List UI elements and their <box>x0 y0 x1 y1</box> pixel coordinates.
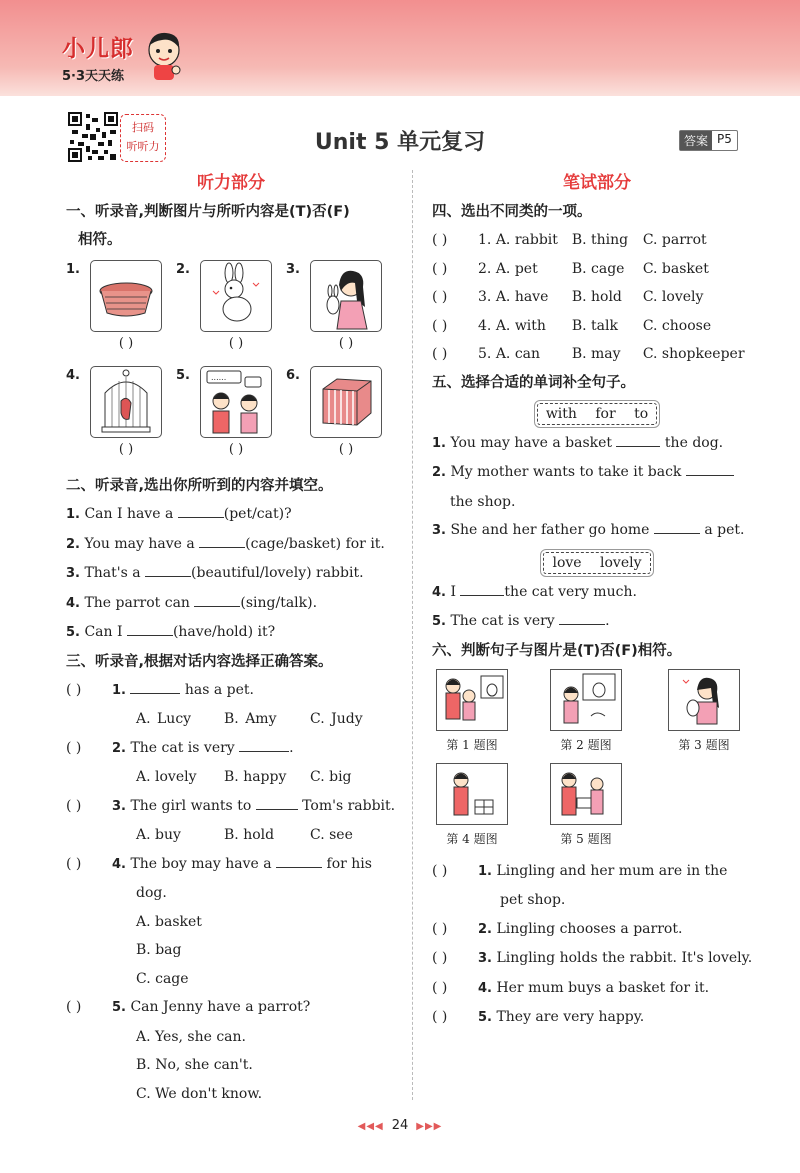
q2-num-4: 4. <box>66 595 80 611</box>
q4-2-option-b: B. cage <box>571 260 625 277</box>
q5-blank-2[interactable] <box>686 462 734 476</box>
q1-answer-paren-2[interactable]: ( ) <box>228 336 244 351</box>
q1-label-1: 1. <box>66 262 80 277</box>
page-footer <box>0 1118 800 1133</box>
q3-answer-paren-3[interactable]: ( ) <box>66 797 82 814</box>
birdcage-icon <box>91 367 161 437</box>
q3-item-5 <box>66 993 396 1023</box>
logo-title: 小儿郎 <box>62 36 134 62</box>
q1-answer-paren-5[interactable]: ( ) <box>228 442 244 457</box>
q4-1-option-b: B. thing <box>571 232 629 248</box>
listen-label: 听听力 <box>126 140 160 153</box>
q2-blank-2[interactable] <box>199 534 245 548</box>
q1-title: 一、听录音,判断图片与所听内容是(T)否(F) <box>66 204 350 220</box>
answer-badge <box>679 130 738 151</box>
listening-section-title: 听力部分 <box>197 173 265 193</box>
q5-num-2: 2. <box>432 465 446 480</box>
q3-blank-1[interactable] <box>130 680 180 694</box>
q4-1-option-c: C. parrot <box>642 232 707 248</box>
q3-num-4: 4. <box>112 856 126 872</box>
q2-blank-5[interactable] <box>127 622 173 636</box>
q1-title-cont: 相符。 <box>78 232 122 248</box>
q6-text-1: Lingling and her mum are in the <box>496 862 728 879</box>
q3-1-option-b: B. Amy <box>224 711 277 727</box>
q6-answer-paren-4[interactable]: ( ) <box>432 979 448 996</box>
scan-label: 扫码 <box>132 121 154 134</box>
q6-caption-4: 第 4 题图 <box>446 831 498 846</box>
two-girls-talking-icon <box>201 367 271 437</box>
q2-item-5 <box>66 618 396 648</box>
q3-4-option-c: C. cage <box>136 970 189 987</box>
cage-icon <box>311 367 381 437</box>
q3-answer-paren-1[interactable]: ( ) <box>66 681 82 698</box>
q5-num-4: 4. <box>432 584 446 600</box>
q4-item-5 <box>432 340 762 369</box>
q3-blank-3[interactable] <box>256 796 298 810</box>
q3-title: 三、听录音,根据对话内容选择正确答案。 <box>66 653 333 670</box>
mum-girl-with-basket-icon <box>551 764 621 824</box>
girl-holding-rabbit-icon <box>311 261 381 331</box>
q3-text-5: Can Jenny have a parrot? <box>130 999 311 1015</box>
q5-item-5 <box>432 607 762 637</box>
q5-item-4 <box>432 578 762 608</box>
q5-text-5-end: . <box>605 613 610 629</box>
answer-label: 答案 <box>680 131 712 150</box>
q2-num-5: 5. <box>66 625 80 640</box>
q3-item-1 <box>66 676 396 706</box>
q1-label-6: 6. <box>286 368 300 383</box>
q3-text-3-end: Tom's rabbit. <box>297 797 396 814</box>
q3-3-option-b: B. hold <box>224 827 275 843</box>
q6-item-1 <box>432 857 762 887</box>
q3-3-option-a: A. buy <box>136 827 181 843</box>
q6-picture-2 <box>550 669 622 753</box>
writing-column <box>432 168 762 1033</box>
q6-text-2: Lingling chooses a parrot. <box>496 920 683 937</box>
q2-num-3: 3. <box>66 566 80 581</box>
q5-word-box-1 <box>432 403 762 425</box>
q6-title: 六、判断句子与图片是(T)否(F)相符。 <box>432 642 682 659</box>
page-title: Unit 5 单元复习 <box>314 130 486 155</box>
mum-girl-pet-shop-icon <box>437 670 507 730</box>
q4-title: 四、选出不同类的一项。 <box>432 204 592 220</box>
q6-item-5 <box>432 1003 762 1033</box>
right-arrows-icon: ▶▶▶ <box>416 1121 443 1132</box>
q2-blank-1[interactable] <box>178 504 224 518</box>
q4-item-4 <box>432 312 762 341</box>
q4-answer-paren-5[interactable]: ( ) <box>432 346 448 362</box>
q3-num-3: 3. <box>112 798 126 814</box>
q6-num-5: 5. <box>478 1010 492 1025</box>
q5-item-2 <box>432 458 762 488</box>
q4-answer-paren-3[interactable]: ( ) <box>432 289 448 305</box>
q2-blank-4[interactable] <box>194 593 240 607</box>
q6-num-3: 3. <box>478 951 492 966</box>
q2-text-4: The parrot can <box>84 594 195 611</box>
q2-hint-1: (pet/cat)? <box>223 506 292 522</box>
q6-picture-row-1 <box>432 669 762 763</box>
q6-answer-paren-2[interactable]: ( ) <box>432 920 448 937</box>
q3-text-3: The girl wants to <box>130 797 256 814</box>
q2-hint-3: (beautiful/lovely) rabbit. <box>191 565 364 581</box>
q3-options-3 <box>66 821 396 850</box>
q3-3-option-c: C. see <box>310 827 353 843</box>
q3-options-1 <box>66 705 396 734</box>
q2-blank-3[interactable] <box>145 563 191 577</box>
q6-item-3 <box>432 944 762 974</box>
q1-label-3: 3. <box>286 262 300 277</box>
q4-4-option-a: A. with <box>495 317 546 334</box>
column-divider <box>412 170 413 1100</box>
writing-section-title: 笔试部分 <box>563 173 631 193</box>
q3-num-5: 5. <box>112 1000 126 1015</box>
q6-item-4 <box>432 974 762 1004</box>
q4-3-option-b: B. hold <box>571 289 622 305</box>
q6-picture-5 <box>550 763 622 847</box>
q3-options-2 <box>66 763 396 792</box>
q6-text-5: They are very happy. <box>496 1009 645 1025</box>
q2-num-2: 2. <box>66 536 80 552</box>
q4-2-option-a: A. pet <box>495 260 538 277</box>
girl-with-box-icon <box>437 764 507 824</box>
q3-5-option-b: B. No, she can't. <box>136 1057 253 1073</box>
q2-text-3: That's a <box>84 565 146 581</box>
left-arrows-icon: ◀◀◀ <box>357 1121 384 1132</box>
q2-title: 二、听录音,选出你所听到的内容并填空。 <box>66 478 333 494</box>
q4-5-option-b: B. may <box>571 346 621 362</box>
q5-text-3: She and her father go home <box>450 522 654 538</box>
q6-item-1-cont: pet shop. <box>500 892 566 908</box>
q4-3-option-c: C. lovely <box>642 289 704 305</box>
q4-num-5: 5. <box>478 346 492 362</box>
q2-text-2: You may have a <box>84 535 200 552</box>
q4-2-option-c: C. basket <box>642 260 709 277</box>
q6-text-3: Lingling holds the rabbit. It's lovely. <box>496 950 753 966</box>
q1-image-2 <box>200 260 272 332</box>
q1-image-4 <box>90 366 162 438</box>
q4-4-option-b: B. talk <box>571 317 618 334</box>
q3-num-2: 2. <box>112 740 126 756</box>
q4-5-option-a: A. can <box>495 346 541 362</box>
q3-item-3 <box>66 792 396 822</box>
q6-text-4: Her mum buys a basket for it. <box>496 979 710 996</box>
q4-num-1: 1. <box>478 232 492 248</box>
q5-text-5: The cat is very <box>450 613 560 629</box>
q6-answer-paren-1[interactable]: ( ) <box>432 862 448 879</box>
q3-answer-paren-2[interactable]: ( ) <box>66 739 82 756</box>
q5-blank-5[interactable] <box>559 611 605 625</box>
q3-5-option-a: A. Yes, she can. <box>136 1028 246 1045</box>
girl-rabbit-shelf-icon <box>551 670 621 730</box>
q4-item-3 <box>432 283 762 312</box>
q4-5-option-c: C. shopkeeper <box>642 346 745 362</box>
q5-num-3: 3. <box>432 523 446 538</box>
girl-hugs-rabbit-icon <box>669 670 739 730</box>
q5-blank-3[interactable] <box>654 520 700 534</box>
q4-num-4: 4. <box>478 317 492 334</box>
q5-item-2-cont: the shop. <box>450 493 516 510</box>
q4-num-3: 3. <box>478 289 492 305</box>
q3-num-1: 1. <box>112 682 126 698</box>
q3-blank-2[interactable] <box>239 738 289 752</box>
mascot-boy-icon <box>142 30 186 82</box>
q3-4-option-b: B. bag <box>136 942 182 958</box>
q5-item-1 <box>432 429 762 459</box>
q1-label-2: 2. <box>176 262 190 277</box>
q1-image-5 <box>200 366 272 438</box>
q5-blank-1[interactable] <box>616 433 660 447</box>
q6-item-2 <box>432 915 762 945</box>
q2-hint-2: (cage/basket) for it. <box>245 535 385 552</box>
q3-blank-4[interactable] <box>276 854 322 868</box>
q5-text-4-end: the cat very much. <box>504 583 637 600</box>
q3-answer-paren-4[interactable]: ( ) <box>66 855 82 872</box>
q1-image-6 <box>310 366 382 438</box>
brand-logo <box>62 30 134 84</box>
q4-3-option-a: A. have <box>495 289 549 305</box>
q2-hint-5: (have/hold) it? <box>172 624 276 640</box>
q4-item-2 <box>432 255 762 284</box>
svg-text:......: ...... <box>211 373 227 382</box>
q4-1-option-a: A. rabbit <box>495 232 558 248</box>
q1-image-1 <box>90 260 162 332</box>
q5-word-box-2 <box>432 552 762 574</box>
q3-answer-paren-5[interactable]: ( ) <box>66 999 82 1015</box>
q5-word-bank-1: with for to <box>537 403 657 425</box>
q3-text-1: has a pet. <box>180 681 255 698</box>
q5-text-1: You may have a basket <box>450 434 617 451</box>
q5-word-bank-2: love lovely <box>543 552 650 574</box>
q6-num-4: 4. <box>478 980 492 996</box>
q5-blank-4[interactable] <box>460 582 504 596</box>
q1-image-row-2 <box>66 366 396 472</box>
q2-hint-4: (sing/talk). <box>240 594 318 611</box>
q2-item-1 <box>66 500 396 530</box>
q6-num-1: 1. <box>478 863 492 879</box>
basket-icon <box>91 261 161 331</box>
q3-2-option-b: B. happy <box>224 769 287 785</box>
answer-page: P5 <box>717 132 732 146</box>
q3-2-option-c: C. big <box>310 769 352 785</box>
rabbit-icon <box>201 261 271 331</box>
q2-num-1: 1. <box>66 507 80 522</box>
q5-text-3-end: a pet. <box>699 522 745 538</box>
q2-item-3 <box>66 559 396 589</box>
q3-item-4 <box>66 850 396 880</box>
q5-text-2: My mother wants to take it back <box>450 464 686 480</box>
q3-1-option-a: A. Lucy <box>136 711 192 727</box>
q6-caption-2: 第 2 题图 <box>560 737 612 752</box>
q6-picture-3 <box>668 669 740 753</box>
listening-column <box>66 168 396 1108</box>
q6-picture-1 <box>436 669 508 753</box>
q6-answer-paren-3[interactable]: ( ) <box>432 950 448 966</box>
q2-text-5: Can I <box>84 624 127 640</box>
q1-answer-paren-6[interactable]: ( ) <box>338 442 354 457</box>
q5-item-3 <box>432 516 762 546</box>
q1-answer-paren-1[interactable]: ( ) <box>118 336 134 351</box>
q2-item-4 <box>66 589 396 619</box>
q5-title: 五、选择合适的单词补全句子。 <box>432 374 635 391</box>
q5-text-1-end: the dog. <box>660 434 724 451</box>
q3-text-2-end: . <box>289 739 294 756</box>
q3-text-2: The cat is very <box>130 739 240 756</box>
q6-caption-5: 第 5 题图 <box>560 831 612 846</box>
q1-image-row-1 <box>66 260 396 366</box>
q6-picture-4 <box>436 763 508 847</box>
q4-num-2: 2. <box>478 260 492 277</box>
q5-num-5: 5. <box>432 614 446 629</box>
q4-answer-paren-2[interactable]: ( ) <box>432 260 448 277</box>
q1-answer-paren-3[interactable]: ( ) <box>338 336 354 351</box>
q4-answer-paren-1[interactable]: ( ) <box>432 232 448 248</box>
q3-4-option-a: A. basket <box>136 913 202 930</box>
q6-caption-3: 第 3 题图 <box>678 737 730 752</box>
q3-item-2 <box>66 734 396 764</box>
q3-item-4-cont: dog. <box>136 885 167 901</box>
q1-image-3 <box>310 260 382 332</box>
q4-item-1 <box>432 226 762 255</box>
logo-subtitle: 5·3天天练 <box>62 69 125 84</box>
q1-label-5: 5. <box>176 368 190 383</box>
q2-item-2 <box>66 530 396 560</box>
q6-picture-row-2 <box>432 763 762 857</box>
q3-2-option-a: A. lovely <box>136 769 197 785</box>
q3-1-option-c: C. Judy <box>310 711 363 727</box>
q3-text-4: The boy may have a <box>130 855 277 872</box>
page-number: 24 <box>391 1118 409 1133</box>
q5-text-4: I <box>450 583 461 600</box>
q4-4-option-c: C. choose <box>642 317 712 334</box>
q2-text-1: Can I have a <box>84 506 178 522</box>
q5-num-1: 1. <box>432 435 446 451</box>
q6-caption-1: 第 1 题图 <box>446 737 498 752</box>
q1-label-4: 4. <box>66 368 80 383</box>
q6-num-2: 2. <box>478 921 492 937</box>
q3-5-option-c: C. We don't know. <box>136 1085 263 1102</box>
q3-text-4-end: for his <box>322 855 372 872</box>
q6-answer-paren-5[interactable]: ( ) <box>432 1009 448 1025</box>
q1-answer-paren-4[interactable]: ( ) <box>118 442 134 457</box>
q4-answer-paren-4[interactable]: ( ) <box>432 317 448 334</box>
